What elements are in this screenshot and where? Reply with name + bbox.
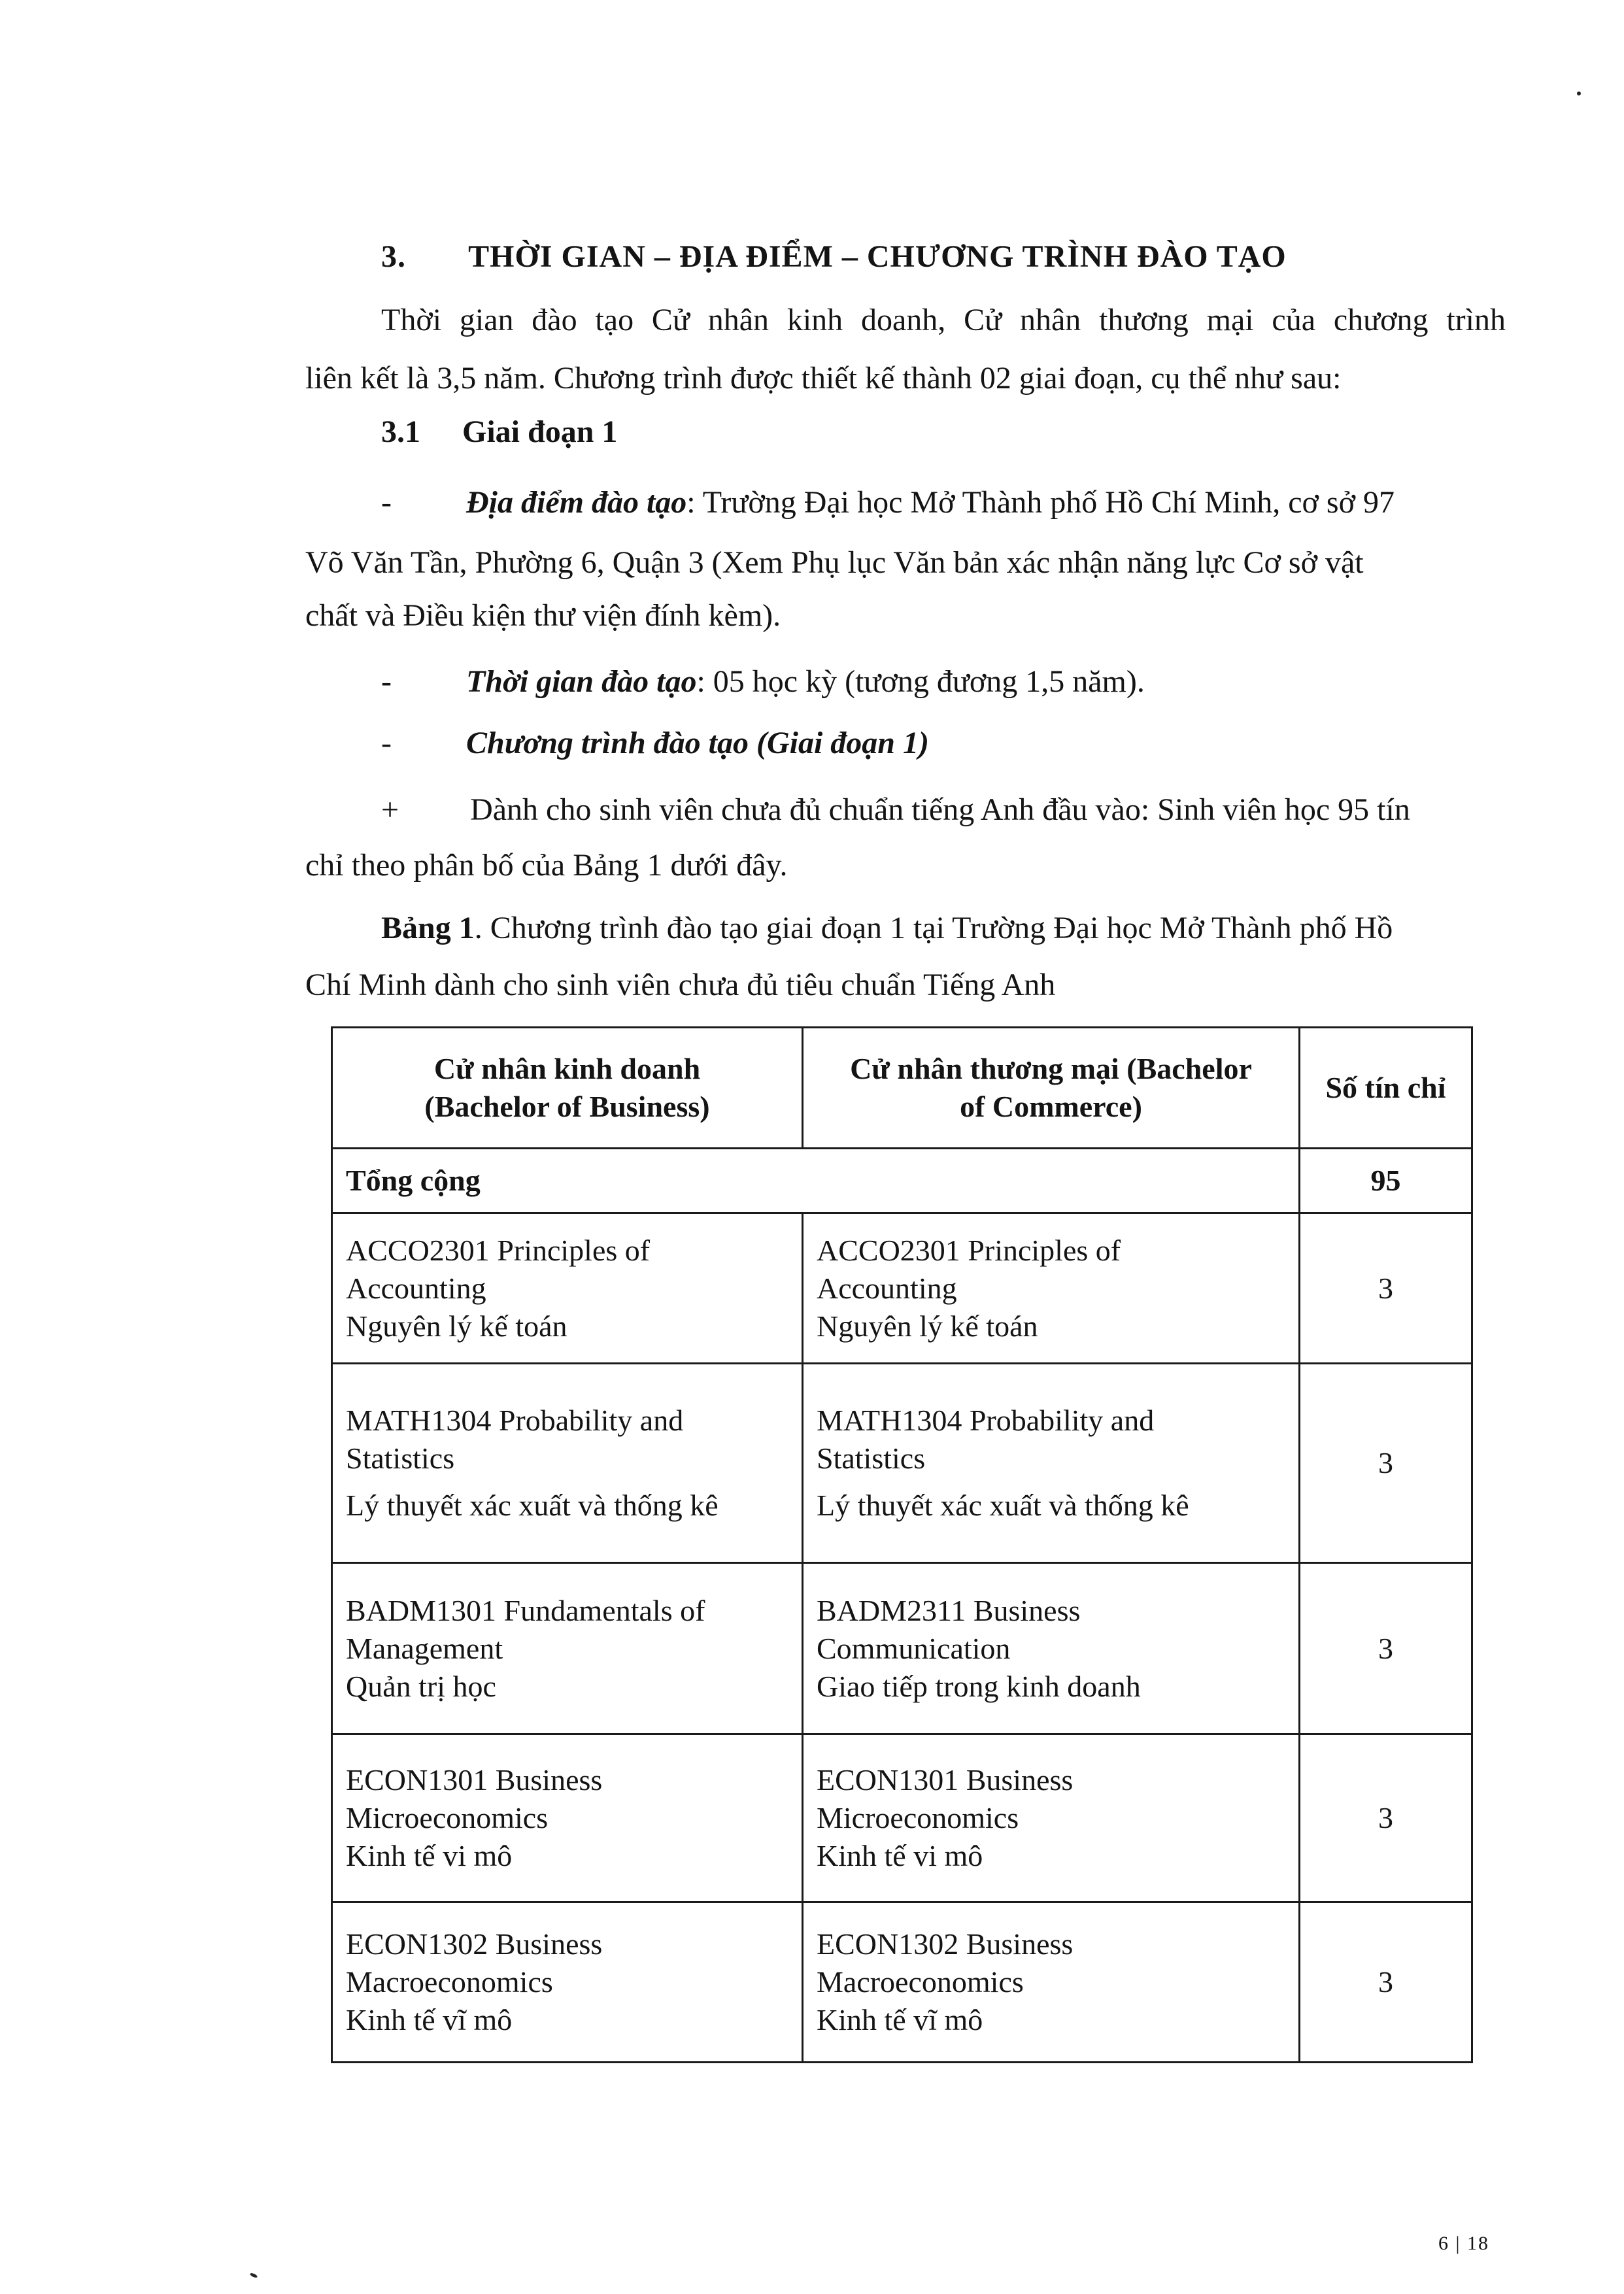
- location-line-1: [381, 484, 1395, 522]
- course-code-title: BADM2311 Business: [817, 1593, 1081, 1627]
- page-number: 6 | 18: [1438, 2233, 1490, 2254]
- scan-speck: [1577, 92, 1581, 95]
- course-title-cont: Management: [346, 1631, 503, 1665]
- table-row: [332, 1563, 1472, 1734]
- business-course: [332, 1902, 803, 2063]
- commerce-course: [803, 1213, 1300, 1364]
- duration-dash: -: [381, 664, 392, 699]
- duration-item: [381, 663, 1145, 701]
- course-vietnamese-name: Giao tiếp trong kinh doanh: [817, 1669, 1141, 1703]
- header-business-line-2: (Bachelor of Business): [424, 1090, 710, 1123]
- course-vietnamese-name: Lý thuyết xác xuất và thống kê: [346, 1489, 719, 1522]
- table-caption-text: . Chương trình đào tạo giai đoạn 1 tại Trường Đại học Mở Thành phố Hồ: [474, 911, 1393, 945]
- course-code-title: ECON1301 Business: [817, 1763, 1074, 1796]
- business-course: [332, 1563, 803, 1734]
- course-title-cont: Macroeconomics: [346, 1965, 553, 1999]
- header-commerce-line-1: Cử nhân thương mại (Bachelor: [850, 1052, 1252, 1085]
- course-title-cont: Macroeconomics: [817, 1965, 1024, 1999]
- course-title-cont: Microeconomics: [346, 1801, 549, 1834]
- header-credits: Số tín chỉ: [1300, 1028, 1472, 1149]
- section-title: THỜI GIAN – ĐỊA ĐIỂM – CHƯƠNG TRÌNH ĐÀO TẠO: [468, 239, 1287, 274]
- header-business: [332, 1028, 803, 1149]
- location-line-3: chất và Điều kiện thư viện đính kèm).: [305, 598, 781, 633]
- table-caption-line-2: Chí Minh dành cho sinh viên chưa đủ tiêu chuẩn Tiếng Anh: [305, 968, 1056, 1002]
- table-row: [332, 1364, 1472, 1563]
- business-course: [332, 1364, 803, 1563]
- plus-item-line-1: [381, 791, 1410, 829]
- course-code-title: ACCO2301 Principles of: [346, 1233, 651, 1267]
- commerce-course: [803, 1734, 1300, 1902]
- course-credits: 3: [1300, 1902, 1472, 2063]
- course-vietnamese-name: Kinh tế vi mô: [817, 1839, 983, 1872]
- intro-line-2: liên kết là 3,5 năm. Chương trình được thiết kế thành 02 giai đoạn, cụ thể như sau:: [305, 361, 1342, 396]
- table-row: [332, 1734, 1472, 1902]
- course-code-title: ECON1302 Business: [817, 1927, 1074, 1961]
- course-credits: 3: [1300, 1364, 1472, 1563]
- total-value: 95: [1300, 1149, 1472, 1213]
- scan-speck: [250, 2272, 258, 2279]
- course-title-cont: Communication: [817, 1631, 1011, 1665]
- course-code-title: ECON1301 Business: [346, 1763, 603, 1796]
- plus-item-line-2: chỉ theo phân bố của Bảng 1 dưới đây.: [305, 848, 788, 883]
- header-commerce: [803, 1028, 1300, 1149]
- table-header-row: [332, 1028, 1472, 1149]
- course-title-cont: Microeconomics: [817, 1801, 1019, 1834]
- course-vietnamese-name: Kinh tế vĩ mô: [817, 2003, 983, 2036]
- course-vietnamese-name: Nguyên lý kế toán: [346, 1309, 567, 1343]
- location-dash: -: [381, 485, 392, 520]
- course-title-cont: Statistics: [817, 1442, 926, 1475]
- table-caption-line-1: [381, 909, 1393, 947]
- total-row: [332, 1149, 1472, 1213]
- duration-text: : 05 học kỳ (tương đương 1,5 năm).: [696, 664, 1145, 699]
- business-course: [332, 1213, 803, 1364]
- program-dash: -: [381, 726, 392, 760]
- course-title-cont: Accounting: [346, 1271, 486, 1305]
- header-commerce-line-2: of Commerce): [960, 1090, 1142, 1123]
- plus-symbol: +: [381, 792, 399, 827]
- commerce-course: [803, 1902, 1300, 2063]
- course-title-cont: Statistics: [346, 1442, 455, 1475]
- program-item: [381, 724, 929, 762]
- course-code-title: MATH1304 Probability and: [817, 1404, 1155, 1437]
- business-course: [332, 1734, 803, 1902]
- course-code-title: ECON1302 Business: [346, 1927, 603, 1961]
- course-code-title: MATH1304 Probability and: [346, 1404, 684, 1437]
- course-credits: 3: [1300, 1734, 1472, 1902]
- course-code-title: ACCO2301 Principles of: [817, 1233, 1121, 1267]
- course-credits: 3: [1300, 1213, 1472, 1364]
- table-caption-label: Bảng 1: [381, 911, 475, 945]
- course-vietnamese-name: Quản trị học: [346, 1669, 496, 1703]
- course-vietnamese-name: Kinh tế vĩ mô: [346, 2003, 513, 2036]
- commerce-course: [803, 1364, 1300, 1563]
- subsection-heading: [381, 413, 617, 451]
- course-vietnamese-name: Kinh tế vi mô: [346, 1839, 513, 1872]
- location-line-2: Võ Văn Tần, Phường 6, Quận 3 (Xem Phụ lục Văn bản xác nhận năng lực Cơ sở vật: [305, 545, 1364, 580]
- curriculum-table: [331, 1026, 1473, 2063]
- course-vietnamese-name: Lý thuyết xác xuất và thống kê: [817, 1489, 1189, 1522]
- table-row: [332, 1213, 1472, 1364]
- subsection-number: 3.1: [381, 414, 420, 449]
- intro-line-1: Thời gian đào tạo Cử nhân kinh doanh, Cử nhân thương mại của chương trình: [381, 303, 1506, 337]
- plus-item-text: Dành cho sinh viên chưa đủ chuẩn tiếng Anh đầu vào: Sinh viên học 95 tín: [470, 792, 1410, 827]
- course-title-cont: Accounting: [817, 1271, 957, 1305]
- course-code-title: BADM1301 Fundamentals of: [346, 1593, 705, 1627]
- program-label: Chương trình đào tạo (Giai đoạn 1): [465, 726, 929, 760]
- duration-label: Thời gian đào tạo: [465, 664, 697, 699]
- section-number: 3.: [381, 239, 406, 274]
- location-text: : Trường Đại học Mở Thành phố Hồ Chí Minh, cơ sở 97: [686, 485, 1395, 520]
- course-credits: 3: [1300, 1563, 1472, 1734]
- course-vietnamese-name: Nguyên lý kế toán: [817, 1309, 1038, 1343]
- subsection-title: Giai đoạn 1: [462, 414, 618, 449]
- location-label: Địa điểm đào tạo: [465, 485, 687, 520]
- header-business-line-1: Cử nhân kinh doanh: [433, 1052, 701, 1085]
- section-heading: [381, 238, 1287, 276]
- table-row: [332, 1902, 1472, 2063]
- commerce-course: [803, 1563, 1300, 1734]
- total-label: Tổng cộng: [332, 1149, 1300, 1213]
